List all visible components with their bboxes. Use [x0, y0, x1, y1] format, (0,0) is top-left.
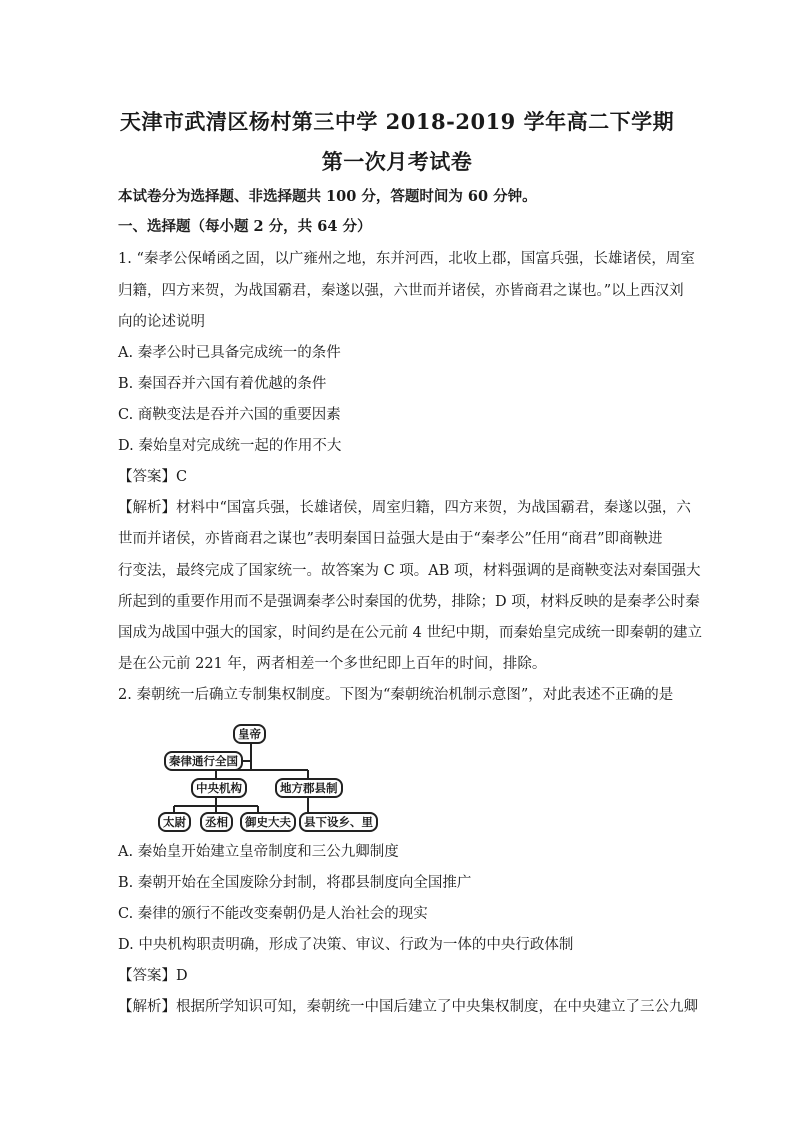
q2-answer: 【答案】D [118, 968, 188, 984]
section-heading: 一、选择题（每小题 2 分，共 64 分） [118, 218, 372, 235]
node-central: 中央机构 [191, 778, 247, 798]
exam-title-line2: 第一次月考试卷 [321, 149, 473, 174]
q2-analysis-line: 【解析】根据所学知识可知，秦朝统一中国后建立了中央集权制度，在中央建立了三公九卿 [118, 999, 698, 1015]
exam-title-line1: 天津市武清区杨村第三中学 2018-2019 学年高二下学期 [119, 109, 675, 134]
q1-analysis-line: 国成为战国中强大的国家，时间约是在公元前 4 世纪中期，而秦始皇完成统一即秦朝的建立 [118, 625, 702, 641]
q1-analysis-line: 是在公元前 221 年，两者相差一个多世纪即上百年的时间，排除。 [118, 656, 547, 672]
q1-answer: 【答案】C [118, 469, 188, 485]
q1-analysis-line: 所起到的重要作用而不是强调秦孝公时秦国的优势，排除；D 项，材料反映的是秦孝公时秦 [118, 594, 700, 610]
exam-intro: 本试卷分为选择题、非选择题共 100 分，答题时间为 60 分钟。 [118, 188, 537, 205]
node-yushi: 御史大夫 [240, 812, 296, 832]
q1-analysis-line: 【解析】材料中“国富兵强，长雄诸侯，周室归籍，四方来贺，为战国霸君，秦遂以强，六 [118, 500, 691, 516]
q1-option-d: D. 秦始皇对完成统一起的作用不大 [118, 438, 342, 454]
q2-option-a: A. 秦始皇开始建立皇帝制度和三公九卿制度 [118, 844, 399, 860]
node-taiwei: 太尉 [158, 812, 191, 832]
node-law: 秦律通行全国 [164, 751, 243, 771]
qin-governance-diagram [158, 722, 388, 834]
q2-option-c: C. 秦律的颁行不能改变秦朝仍是人治社会的现实 [118, 906, 428, 922]
node-emperor: 皇帝 [233, 724, 266, 744]
q1-option-a: A. 秦孝公时已具备完成统一的条件 [118, 345, 341, 361]
q1-analysis-line: 行变法，最终完成了国家统一。故答案为 C 项。AB 项，材料强调的是商鞅变法对秦国强大 [118, 563, 701, 579]
q1-option-c: C. 商鞅变法是吞并六国的重要因素 [118, 407, 341, 423]
q1-option-b: B. 秦国吞并六国有着优越的条件 [118, 376, 327, 392]
node-local: 地方郡县制 [275, 778, 343, 798]
q1-stem-line: 归籍，四方来贺，为战国霸君，秦遂以强，六世而并诸侯，亦皆商君之谋也。”以上西汉刘 [118, 283, 684, 299]
node-county: 县下设乡、里 [299, 812, 378, 832]
q1-stem-line: 1. “秦孝公保崤函之固，以广雍州之地，东并河西，北收上郡，国富兵强，长雄诸侯，周室 [118, 251, 695, 267]
node-chengxiang: 丞相 [200, 812, 233, 832]
q2-stem: 2. 秦朝统一后确立专制集权制度。下图为“秦朝统治机制示意图”，对此表述不正确的是 [118, 687, 674, 703]
q2-option-b: B. 秦朝开始在全国废除分封制，将郡县制度向全国推广 [118, 875, 472, 891]
q2-option-d: D. 中央机构职责明确，形成了决策、审议、行政为一体的中央行政体制 [118, 937, 574, 953]
q1-stem-line: 向的论述说明 [118, 314, 205, 330]
q1-analysis-line: 世而并诸侯，亦皆商君之谋也”表明秦国日益强大是由于“秦孝公”任用“商君”即商鞅进 [118, 531, 663, 547]
